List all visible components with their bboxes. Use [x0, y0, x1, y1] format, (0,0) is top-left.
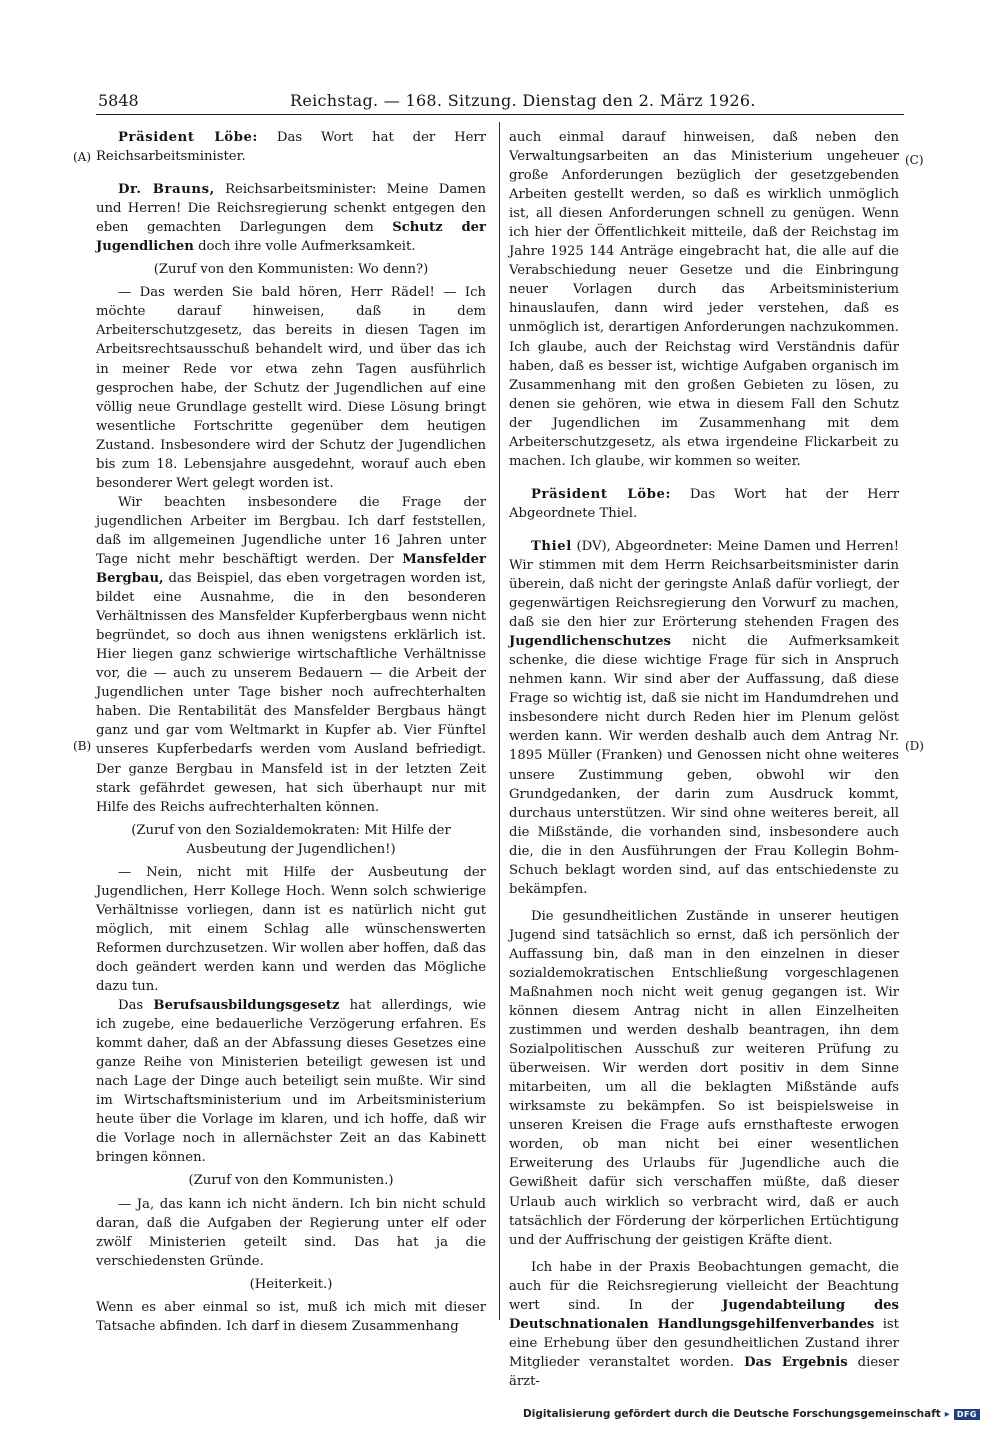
speaker-name: Dr. Brauns,	[118, 182, 215, 198]
speaker-name: Präsident Löbe:	[118, 130, 258, 145]
paragraph	[509, 485, 899, 523]
emphasized-text: Schutz der Jugendlichen	[96, 220, 486, 255]
paragraph-text: das Beispiel, das eben vorgetragen worden ist, bildet eine Ausnahme, die in den besonderen Verhältnissen des Mansfelder Kupferbergbaus wenn nicht begründet, so doch aus ihnen wenigstens erklärlich ist. Hier liegen ganz schwierige wirtschaftliche Verhältnisse vor, die — auch zu unserem Bedauern — die Arbeit der Jugendlichen unter Tage bisher noch aufrechterhalten haben. Die Rentabilität des Mansfelder Bergbaus hängt ganz und gar vom Weltmarkt in Kupfer ab. Vier Fünftel unseres Kupferbedarfs werden vom Ausland befriedigt. Der ganze Bergbau in Mansfeld ist in der letzten Zeit stark gefährdet gewesen, hat sich überhaupt nur mit Hilfe des Reichs aufrechterhalten können.	[96, 571, 486, 815]
paragraph-text: hat allerdings, wie ich zugebe, eine bedauerliche Verzögerung erfahren. Es kommt daher, daß an der Abfassung dieses Gesetzes eine ganze Reihe von Ministerien beteiligt gewesen ist und nach Lage der Dinge auch beteiligt sein mußte. Wir sind im Wirtschaftsministerium und im Arbeitsministerium heute über die Vorlage im klaren, und ich hoffe, daß wir die Vorlage noch in allernächster Zeit an das Kabinett bringen können.	[96, 998, 487, 1166]
interjection: (Zuruf von den Kommunisten: Wo denn?)	[153, 262, 429, 278]
paragraph: Wenn es aber einmal so ist, muß ich mich mit dieser Tatsache abfinden. Ich darf in diesem Zusammenhang	[96, 1299, 486, 1334]
emphasized-text: Jugendlichenschutzes	[509, 634, 671, 650]
speaker-name: Thiel	[531, 538, 572, 554]
paragraph-text: Das Wort hat der Herr Reichsarbeitsminister.	[96, 130, 486, 165]
interjection: (Zuruf von den Sozialdemokraten: Mit Hilfe der Ausbeutung der Jugendlichen!)	[131, 822, 451, 857]
emphasized-text: Das Ergebnis	[744, 1354, 848, 1370]
arrow-icon: ▸	[944, 1408, 950, 1420]
speaker-name: Präsident Löbe:	[531, 486, 671, 502]
dfg-logo: DFG	[954, 1409, 980, 1420]
left-column	[96, 128, 486, 1336]
paragraph	[509, 1258, 899, 1391]
header-rule	[96, 114, 904, 115]
paragraph: — Nein, nicht mit Hilfe der Ausbeutung der Jugendlichen, Herr Kollege Hoch. Wenn solch schwierige Verhältnisse vorliegen, dann ist es natürlich nicht gut möglich, mit einem Schlag alle wünschenswerten Reformen durchzusetzen. Wir wollen aber hoffen, daß das doch geändert werden kann und werden das Mögliche dazu tun.	[96, 864, 486, 995]
paragraph-text: Reichsarbeitsminister: Meine Damen und Herren! Die Reichsregierung schenkt entgegen den eben gemachten Darlegungen dem	[96, 182, 486, 236]
interjection: (Zuruf von den Kommunisten.)	[188, 1173, 394, 1189]
margin-marker-c: (C)	[905, 153, 924, 167]
paragraph: — Ja, das kann ich nicht ändern. Ich bin nicht schuld daran, daß die Aufgaben der Regierung unter elf oder zwölf Ministerien geteilt sind. Das hat ja die verschiedensten Gründe.	[96, 1196, 486, 1269]
paragraph-text: doch ihre volle Aufmerksamkeit.	[198, 239, 416, 255]
margin-marker-a: (A)	[73, 150, 92, 164]
paragraph: Die gesundheitlichen Zustände in unserer heutigen Jugend sind tatsächlich so ernst, daß ich persönlich der Auffassung bin, daß man in den einzelnen in dieser sozialdemokratischen Entschließung vorgeschlagenen Maßnahmen noch nicht weit genug gegangen ist. Wir können diesem Antrag nicht in allen Einzelheiten zustimmen und werden deshalb beantragen, ihn dem Sozialpolitischen Ausschuß zur weiteren Prüfung zu überweisen. Wir werden dort positiv in dem Sinne mitarbeiten, um all die beklagten Mißstände aufs wirksamste zu bekämpfen. So ist beispielsweise in unseren Kreisen die Frage aufs ernsthafteste erwogen worden, ob man nicht bei einer wesentlichen Erweiterung des Urlaubs für Jugendliche auch die Gewißheit dafür sich verschaffen müßte, daß dieser Urlaub auch wirklich so verbracht wird, daß er auch tatsächlich der Förderung der körperlichen Ertüchtigung und der Auffrischung der geistigen Kräfte dient.	[509, 908, 899, 1248]
paragraph-text: Wir beachten insbesondere die Frage der jugendlichen Arbeiter im Bergbau. Ich darf feststellen, daß im allgemeinen Jugendliche unter 16 Jahren unter Tage nicht mehr beschäftigt werden. Der	[96, 494, 486, 567]
digitization-credit	[523, 1408, 980, 1420]
margin-marker-d: (D)	[905, 739, 924, 753]
column-divider	[499, 122, 500, 1320]
emphasized-text: Jugendabteilung des Deutschnationalen Handlungsgehilfenverbandes	[509, 1297, 899, 1332]
paragraph-text: Das	[118, 998, 144, 1014]
paragraph	[509, 537, 899, 899]
paragraph: auch einmal darauf hinweisen, daß neben den Verwaltungsarbeiten an das Ministerium ungeheuer große Anforderungen bezüglich der gesetzgebenden Arbeiten gestellt werden, so daß es wirklich unmöglich ist, all diesen Anforderungen schnell zu genügen. Wenn ich hier der Öffentlichkeit mitteile, daß der Reichstag im Jahre 1925 144 Anträge eingebracht hat, die alle auf die Verabschiedung neuer Gesetze und die Einbringung neuer Vorlagen durch das Arbeitsministerium hinauslaufen, dann wird jeder verstehen, daß es unmöglich ist, derartigen Anforderungen nachzukommen. Ich glaube, auch der Reichstag wird Verständnis dafür haben, daß es besser ist, wichtige Aufgaben organisch im Zusammenhang mit den großen Gebieten zu lösen, zu denen sie gehören, wie etwa in diesem Fall den Schutz der Jugendlichen im Zusammenhang mit dem Arbeiterschutzgesetz, als etwa irgendeine Flickarbeit zu machen. Ich glaube, wir kommen so weiter.	[509, 130, 899, 469]
paragraph-text: (DV), Abgeordneter: Meine Damen und Herren! Wir stimmen mit dem Herrn Reichsarbeitsminister darin überein, daß nicht der geringste Anlaß dafür vorliegt, der gegenwärtigen Reichsregierung den Vorwurf zu machen, daß sie den hier zur Erörterung stehenden Fragen des	[509, 538, 899, 631]
paragraph-text: ist eine Erhebung über den gesundheitlichen Zustand ihrer Mitglieder veranstaltet worden.	[509, 1316, 899, 1370]
paragraph	[96, 493, 486, 817]
emphasized-text: Berufsausbildungsgesetz	[153, 998, 340, 1014]
emphasized-text: Mansfelder Bergbau,	[96, 551, 486, 587]
paragraph-text: Das Wort hat der Herr Abgeordnete Thiel.	[509, 486, 899, 521]
credit-text: Digitalisierung gefördert durch die Deutsche Forschungsgemeinschaft	[523, 1408, 941, 1420]
paragraph-text: dieser ärzt-	[509, 1354, 899, 1389]
paragraph: — Das werden Sie bald hören, Herr Rädel! — Ich möchte darauf hinweisen, daß in dem Arbeiterschutzgesetz, das bereits in diesen Tagen im Arbeitsrechtsausschuß behandelt wird, und über das ich in meiner Rede vor etwa zehn Tagen ausführlich gesprochen habe, der Schutz der Jugendlichen auf eine völlig neue Grundlage gestellt wird. Diese Lösung bringt wesentliche Fortschritte gegenüber dem heutigen Zustand. Insbesondere wird der Schutz der Jugendlichen bis zum 18. Lebensjahre ausgedehnt, worauf auch eben besonderer Wert gelegt worden ist.	[96, 285, 486, 491]
interjection: (Heiterkeit.)	[249, 1276, 333, 1292]
margin-marker-b: (B)	[73, 739, 92, 753]
right-column	[509, 128, 899, 1391]
paragraph-text: Ich habe in der Praxis Beobachtungen gemacht, die auch für die Reichsregierung vielleicht der Beachtung wert sind. In der	[509, 1259, 899, 1313]
paragraph-text: nicht die Aufmerksamkeit schenke, die diese wichtige Frage für sich in Anspruch nehmen kann. Wir sind aber der Auffassung, daß diese Frage so wichtig ist, daß sie nicht im Handumdrehen und insbesondere nicht durch Reden hier im Plenum gelöst werden kann. Wir werden deshalb auch dem Antrag Nr. 1895 Müller (Franken) und Genossen nicht ohne weiteres unsere Zustimmung geben, obwohl wir den Grundgedanken, der darin zum Ausdruck kommt, durchaus unterstützen. Wir sind ohne weiteres bereit, all die Mißstände, die vorhanden sind, insbesondere auch die, die in den Ausführungen der Frau Kollegin Bohm-Schuch beklagt worden sind, auf das entschiedenste zu bekämpfen.	[509, 634, 899, 897]
paragraph	[96, 996, 486, 1167]
paragraph	[96, 128, 486, 166]
page-number: 5848	[98, 91, 139, 110]
paragraph	[96, 180, 486, 256]
running-header: Reichstag. — 168. Sitzung. Dienstag den 2. März 1926.	[290, 91, 756, 110]
